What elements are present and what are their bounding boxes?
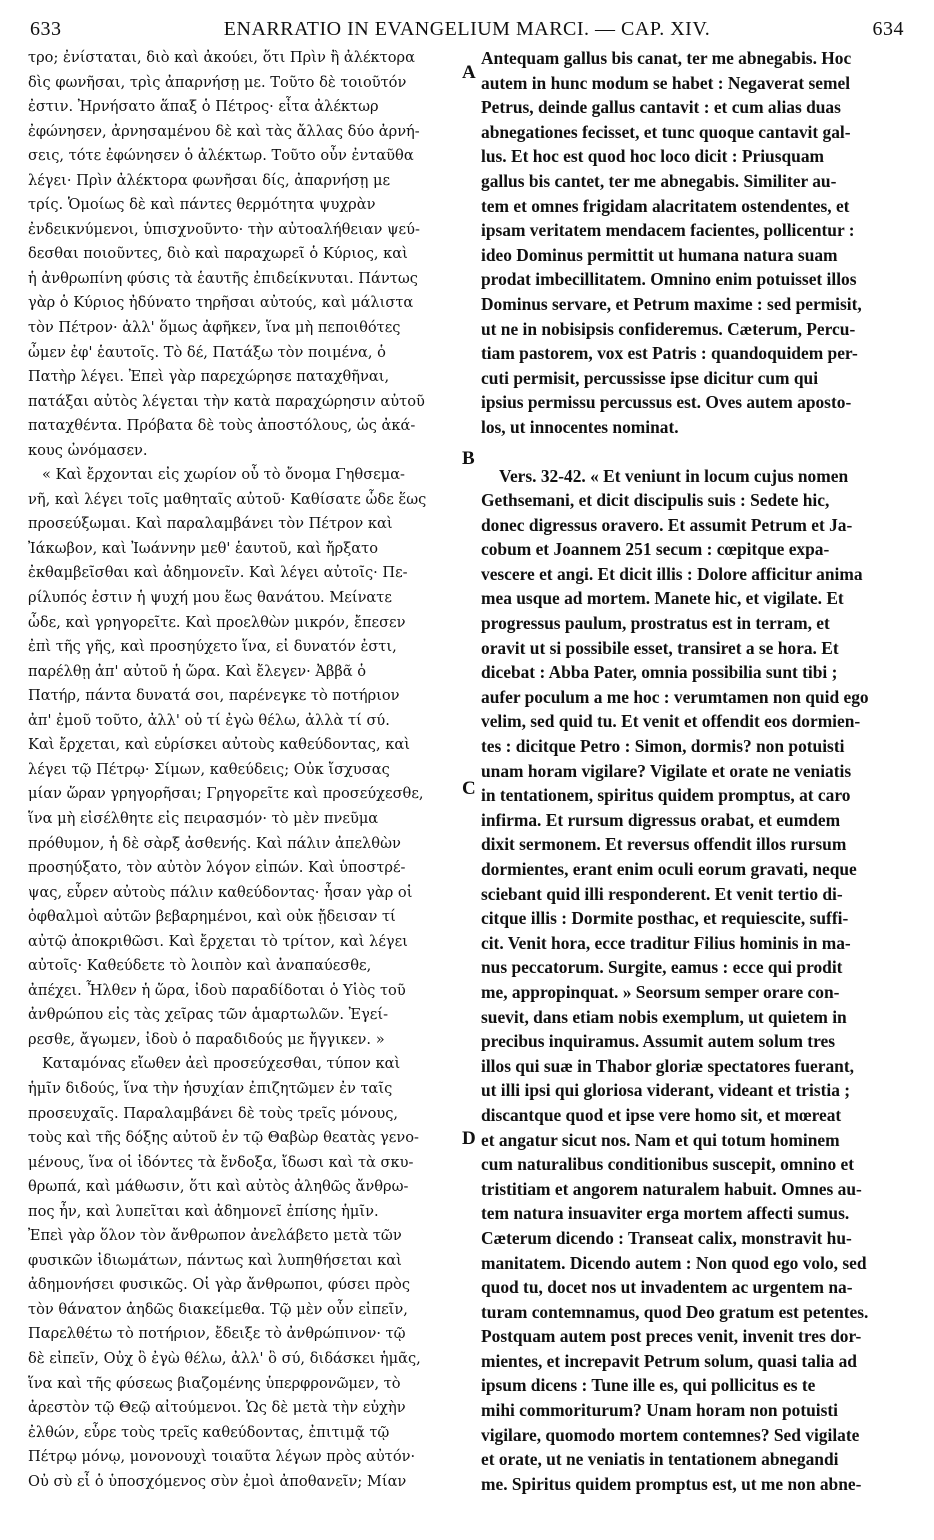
latin-line: ideo Dominus permittit ut humana natura suam — [481, 244, 838, 265]
greek-column — [28, 46, 460, 1494]
greek-line: ἐστιν. Ἠρνήσατο ἅπαξ ὁ Πέτρος· εἶτα ἀλέκτωρ — [28, 98, 379, 116]
greek-line: δὲ εἰπεῖν, Οὐχ ὃ ἐγὼ θέλω, ἀλλ' ὃ σύ, διδάσκει ἡμᾶς, — [28, 1349, 421, 1367]
latin-line: quod tu, docet nos ut invadentem ac urgentem na- — [481, 1277, 853, 1298]
latin-line: oravit ut si possibile esset, transiret a se hora. Et — [481, 637, 839, 658]
running-title: ENARRATIO IN EVANGELIUM MARCI. — CAP. XIV. — [223, 18, 711, 40]
latin-line: et orate, ut ne veniatis in tentationem abnegandi — [481, 1449, 839, 1470]
greek-line: ἡμῖν διδούς, ἵνα τὴν ἡσυχίαν ἐπιζητῶμεν ἐν ταῖς — [28, 1079, 393, 1097]
latin-line: illos qui suæ in Thabor gloriæ spectatores fuerant, — [481, 1055, 854, 1076]
greek-line: δὶς φωνῆσαι, τρὶς ἀπαρνήσῃ με. Τοῦτο δὲ τοιοῦτόν — [28, 73, 407, 91]
latin-line: me. Spiritus quidem promptus est, ut me non abne- — [481, 1473, 862, 1494]
latin-line: gallus bis cantet, ter me abnegabis. Similiter au- — [481, 170, 837, 191]
greek-line: ἀρεστὸν τῷ Θεῷ αἰτούμενοι. Ὡς δὲ μετὰ τὴν εὐχὴν — [28, 1399, 406, 1417]
greek-line: κους ὠνόμασεν. — [28, 441, 148, 459]
greek-line: προσεύξωμαι. Καὶ παραλαμβάνει τὸν Πέτρον καὶ — [28, 515, 393, 533]
latin-line: ipsum dicens : Tune ille es, qui pollicitus es te — [481, 1375, 816, 1396]
greek-line: ἡ ἀνθρωπίνη φύσις τὰ ἑαυτῆς ἐπιδείκνυται. Πάντως — [28, 269, 418, 287]
latin-line: mientes, et increpavit Petrum solum, quasi talia ad — [481, 1350, 857, 1371]
greek-line: προσευχαῖς. Παραλαμβάνει δὲ τοὺς τρεῖς μόνους, — [28, 1104, 399, 1122]
latin-line: ipsam veritatem mendacem facientes, pollicentur : — [481, 220, 855, 241]
greek-line: ὀφθαλμοὶ αὐτῶν βεβαρημένοι, καὶ οὐκ ᾔδεισαν τί — [28, 908, 396, 926]
latin-line: cobum et Joannem 251 secum : cœpitque expa- — [481, 539, 830, 560]
latin-line: tiam pastorem, vox est Patris : quandoquidem per- — [481, 343, 858, 364]
greek-line: ὧδε, καὶ γρηγορεῖτε. Καὶ προελθὼν μικρόν, ἔπεσεν — [28, 613, 406, 631]
latin-line: sciebant quid illi responderent. Et venit tertio di- — [481, 883, 843, 904]
greek-line: Οὐ σὺ εἶ ὁ ὑποσχόμενος σὺν ἐμοὶ ἀποθανεῖν; Μίαν — [28, 1472, 407, 1490]
latin-line: tem natura insuaviter erga mortem affecti sumus. — [481, 1203, 850, 1224]
latin-line: los, ut innocentes nominat. — [481, 416, 679, 437]
greek-line: Πέτρῳ μόνῳ, μονονουχὶ τοιαῦτα λέγων πρὸς αὐτόν· — [28, 1448, 416, 1466]
greek-line: αὐτοῖς· Καθεύδετε τὸ λοιπὸν καὶ ἀναπαύεσθε, — [28, 957, 372, 975]
latin-line: Gethsemani, et dicit discipulis suis : Sedete hic, — [481, 490, 830, 511]
greek-line: Παρελθέτω τὸ ποτήριον, ἔδειξε τὸ ἀνθρώπινον· τῷ — [28, 1325, 406, 1343]
latin-line: infirma. Et rursum digressus orabat, et eumdem — [481, 809, 841, 830]
greek-line: δεσθαι ποιοῦντες, διὸ καὶ παραχωρεῖ ὁ Κύριος, καὶ — [28, 245, 408, 263]
page-number-right: 634 — [872, 18, 904, 40]
greek-line: Καὶ ἔρχεται, καὶ εὑρίσκει αὐτοὺς καθεύδοντας, καὶ — [28, 736, 410, 754]
latin-line: vescere et angi. Et dicit illis : Dolore afficitur anima — [481, 563, 863, 584]
greek-line: ἀπέχει. Ἦλθεν ἡ ὥρα, ἰδοὺ παραδίδοται ὁ Υἱὸς τοῦ — [28, 981, 406, 999]
greek-line: προσηύξατο, τὸν αὐτὸν λόγον εἰπών. Καὶ ὑποστρέ- — [28, 859, 406, 877]
greek-line: ἐνδεικνύμενοι, ὑπισχνοῦντο· τὴν αὐτοαλήθειαν ψεύ- — [28, 220, 420, 238]
greek-line: ἀδημονήσει φυσικῶς. Οἱ γὰρ ἄνθρωποι, φύσει πρὸς — [28, 1276, 410, 1294]
latin-line: manitatem. Dicendo autem : Non quod ego volo, sed — [481, 1252, 867, 1273]
latin-line: turam contemnamus, quod Deo gratum est petentes. — [481, 1301, 869, 1322]
latin-line: Vers. 32-42. « Et veniunt in locum cujus nomen — [499, 465, 849, 486]
latin-line: lus. Et hoc est quod hoc loco dicit : Priusquam — [481, 146, 825, 167]
greek-line: Καταμόνας εἴωθεν ἀεὶ προσεύχεσθαι, τύπον καὶ — [42, 1055, 401, 1073]
greek-line: ἐφώνησεν, ἀρνησαμένου δὲ καὶ τὰς ἄλλας δύο ἀρνή- — [28, 122, 420, 140]
page-number-left: 633 — [30, 18, 62, 40]
greek-line: τὸν θάνατον ἀηδῶς διακείμεθα. Τῷ μὲν οὖν εἰπεῖν, — [28, 1300, 408, 1318]
greek-line: ἵνα καὶ τῆς φύσεως βιαζομένης ὑπερφρονῶμεν, τὸ — [28, 1374, 401, 1392]
latin-line: dormientes, erant enim oculi eorum gravati, neque — [481, 859, 857, 879]
latin-line: tristitiam et angorem naturalem habuit. Omnes au- — [481, 1178, 862, 1199]
greek-line: τρίς. Ὁμοίως δὲ καὶ πάντες θερμότητα ψυχρὰν — [28, 196, 376, 214]
page-header — [30, 14, 904, 46]
greek-line: ρεσθε, ἄγωμεν, ἰδοὺ ὁ παραδιδούς με ἤγγικεν. » — [28, 1030, 385, 1048]
latin-line: mea usque ad mortem. Manete hic, et vigilate. Et — [481, 588, 844, 609]
latin-line: unam horam vigilare? Vigilate et orate ne veniatis — [481, 760, 852, 781]
latin-paragraph-gap — [481, 440, 906, 464]
latin-line: ut illi ipsi qui gloriosa viderant, videant et tristia ; — [481, 1080, 851, 1101]
latin-line: in tentationem, spiritus quidem promptus, at caro — [481, 785, 851, 806]
latin-line: discantque quod et ipse vere homo sit, et mœreat — [481, 1104, 842, 1125]
latin-line: prodat imbecillitatem. Omnino enim potuisset illos — [481, 269, 857, 290]
greek-line: γὰρ ὁ Κύριος ἠδύνατο τηρῆσαι αὐτούς, καὶ μάλιστα — [28, 294, 414, 312]
greek-line: αὐτῷ ἀποκριθῶσι. Καὶ ἔρχεται τὸ τρίτον, καὶ λέγει — [28, 932, 408, 950]
greek-line: Πατήρ, πάντα δυνατά σοι, παρένεγκε τὸ ποτήριον — [28, 687, 400, 705]
greek-line: τρο; ἐνίσταται, διὸ καὶ ἀκούει, ὅτι Πρὶν ἢ ἀλέκτορα — [28, 49, 415, 66]
greek-line: ὦμεν ἐφ' ἑαυτοῖς. Τὸ δέ, Πατάξω τὸν ποιμένα, ὁ — [28, 343, 386, 361]
greek-line: ψας, εὗρεν αὐτοὺς πάλιν καθεύδοντας· ἦσαν γὰρ οἱ — [28, 883, 413, 901]
latin-line: vigilare, quomodo mortem contemnes? Sed vigilate — [481, 1424, 860, 1445]
greek-line: λέγει τῷ Πέτρῳ· Σίμων, καθεύδεις; Οὐκ ἴσχυσας — [28, 760, 390, 778]
margin-letter-a: A — [462, 62, 476, 83]
greek-line: πος ἦν, καὶ λυπεῖται καὶ ἀδημονεῖ ἐπίσης ἡμῖν. — [28, 1202, 379, 1220]
greek-line: ἵνα μὴ εἰσέλθητε εἰς πειρασμόν· τὸ μὲν πνεῦμα — [28, 809, 379, 827]
latin-line: donec digressus oravero. Et assumit Petrum et Ja- — [481, 514, 853, 535]
greek-line: Ἐπεὶ γὰρ ὅλον τὸν ἄνθρωπον ἀνελάβετο μετὰ τῶν — [28, 1227, 402, 1245]
greek-line: ἀνθρώπου εἰς τὰς χεῖρας τῶν ἁμαρτωλῶν. Ἐγεί- — [28, 1006, 389, 1024]
latin-line: me, appropinquat. » Seorsum semper orare con- — [481, 981, 840, 1002]
latin-line: tem et omnes frigidam alacritatem ostendentes, et — [481, 195, 850, 216]
latin-line: cit. Venit hora, ecce traditur Filius hominis in ma- — [481, 932, 851, 953]
greek-line: ἐκθαμβεῖσθαι καὶ ἀδημονεῖν. Καὶ λέγει αὐτοῖς· Πε- — [28, 564, 408, 582]
latin-line: velim, sed quid tu. Et venit et offendit eos dormien- — [481, 711, 861, 732]
greek-line: ἐλθών, εὗρε τοὺς τρεῖς καθεύδοντας, ἐπιτιμᾷ τῷ — [28, 1423, 390, 1441]
latin-line: citque illis : Dormite posthac, et requiescite, suffi- — [481, 908, 849, 929]
latin-line: cum naturalibus conditionibus suscepit, omnino et — [481, 1154, 855, 1175]
greek-line: τὸν Πέτρον· ἀλλ' ὅμως ἀφῆκεν, ἵνα μὴ πεποιθότες — [28, 319, 401, 337]
latin-line: dixit sermonem. Et reversus offendit illos rursum — [481, 834, 847, 855]
greek-line: Πατὴρ λέγει. Ἐπεὶ γὰρ παρεχώρησε παταχθῆναι, — [28, 368, 390, 386]
greek-line: μένους, ἵνα οἱ ἰδόντες τὰ ἔνδοξα, ἴδωσι καὶ τὰ σκυ- — [28, 1153, 414, 1171]
latin-line: Petrus, deinde gallus cantavit : et cum alias duas — [481, 97, 841, 118]
greek-line: ἐπὶ τῆς γῆς, καὶ προσηύχετο ἵνα, εἰ δυνατόν ἐστι, — [28, 638, 397, 656]
greek-line: λέγει· Πρὶν ἀλέκτορα φωνῆσαι δίς, ἀπαρνήσῃ με — [28, 171, 391, 189]
latin-line: Postquam autem post preces venit, invenit tres dor- — [481, 1326, 862, 1347]
latin-line: tes : dicitque Petro : Simon, dormis? non potuisti — [481, 736, 845, 757]
latin-line: abnegationes fecisset, et tunc quoque cantavit gal- — [481, 121, 851, 142]
greek-line: σεις, τότε ἐφώνησεν ὁ ἀλέκτωρ. Τοῦτο οὖν ἐνταῦθα — [28, 147, 414, 165]
latin-line: ut ne in nobisipsis confideremus. Cæterum, Percu- — [481, 318, 856, 339]
latin-line: ipsius permissu percussus est. Oves autem aposto- — [481, 392, 852, 413]
greek-line: πρόθυμον, ἡ δὲ σὰρξ ἀσθενής. Καὶ πάλιν ἀπελθὼν — [28, 834, 401, 852]
latin-column — [481, 46, 906, 1496]
margin-letter-b: B — [462, 448, 475, 469]
greek-line: Ἰάκωβον, καὶ Ἰωάννην μεθ' ἑαυτοῦ, καὶ ἤρξατο — [28, 539, 379, 557]
latin-line: progressus paulum, prostratus est in terram, et — [481, 613, 830, 634]
greek-line: ἀπ' ἐμοῦ τοῦτο, ἀλλ' οὐ τί ἐγὼ θέλω, ἀλλὰ τί σύ. — [28, 711, 390, 729]
latin-line: Antequam gallus bis canat, ter me abnegabis. Hoc — [481, 48, 852, 68]
latin-line: suevit, dans etiam nobis exemplum, ut quietem in — [481, 1006, 847, 1027]
greek-line: ρίλυπός ἐστιν ἡ ψυχή μου ἕως θανάτου. Μείνατε — [28, 589, 392, 607]
greek-line: παρέλθῃ ἀπ' αὐτοῦ ἡ ὥρα. Καὶ ἔλεγεν· Ἀββᾶ ὁ — [28, 662, 367, 680]
greek-line: θρωπά, καὶ μάθωσιν, ὅτι καὶ αὐτὸς ἀληθῶς ἄνθρω- — [28, 1178, 409, 1196]
greek-line: μίαν ὥραν γρηγορῆσαι; Γρηγορεῖτε καὶ προσεύχεσθε, — [28, 785, 424, 803]
latin-line: dicebat : Abba Pater, omnia possibilia sunt tibi ; — [481, 662, 838, 683]
latin-line: Dominus servare, et Petrum maxime : sed permisit, — [481, 293, 862, 314]
latin-line: nus peccatorum. Surgite, eamus : ecce qui prodit — [481, 957, 843, 978]
greek-line: « Καὶ ἔρχονται εἰς χωρίον οὗ τὸ ὄνομα Γηθσεμα- — [42, 466, 405, 484]
margin-letter-d: D — [462, 1128, 476, 1149]
latin-line: cuti permisit, percussisse ipse dicitur cum qui — [481, 367, 819, 388]
greek-line: νῆ, καὶ λέγει τοῖς μαθηταῖς αὐτοῦ· Καθίσατε ὧδε ἕως — [28, 490, 427, 508]
margin-letter-c: C — [462, 778, 476, 799]
latin-line: autem in hunc modum se habet : Negaverat semel — [481, 72, 851, 93]
latin-line: precibus inquiramus. Assumit autem solum tres — [481, 1031, 835, 1052]
latin-line: mihi commoriturum? Unam horam non potuisti — [481, 1400, 839, 1421]
latin-line: aufer poculum a me hoc : verumtamen non quid ego — [481, 686, 869, 707]
latin-line: et angatur sicut nos. Nam et qui totum hominem — [481, 1129, 840, 1150]
greek-line: πατάξαι αὐτὸς λέγεται τὴν κατὰ παραχώρησιν αὐτοῦ — [28, 392, 425, 410]
greek-line: φυσικῶν ἰδιωμάτων, πάντως καὶ λυπηθήσεται καὶ — [28, 1251, 402, 1269]
latin-line: Cæterum dicendo : Transeat calix, monstravit hu- — [481, 1227, 852, 1248]
greek-line: παταχθέντα. Πρόβατα δὲ τοὺς ἀποστόλους, ὡς ἀκά- — [28, 417, 416, 435]
greek-line: τοὺς καὶ τῆς δόξης αὐτοῦ ἐν τῷ Θαβὼρ θεατὰς γενο- — [28, 1129, 419, 1147]
